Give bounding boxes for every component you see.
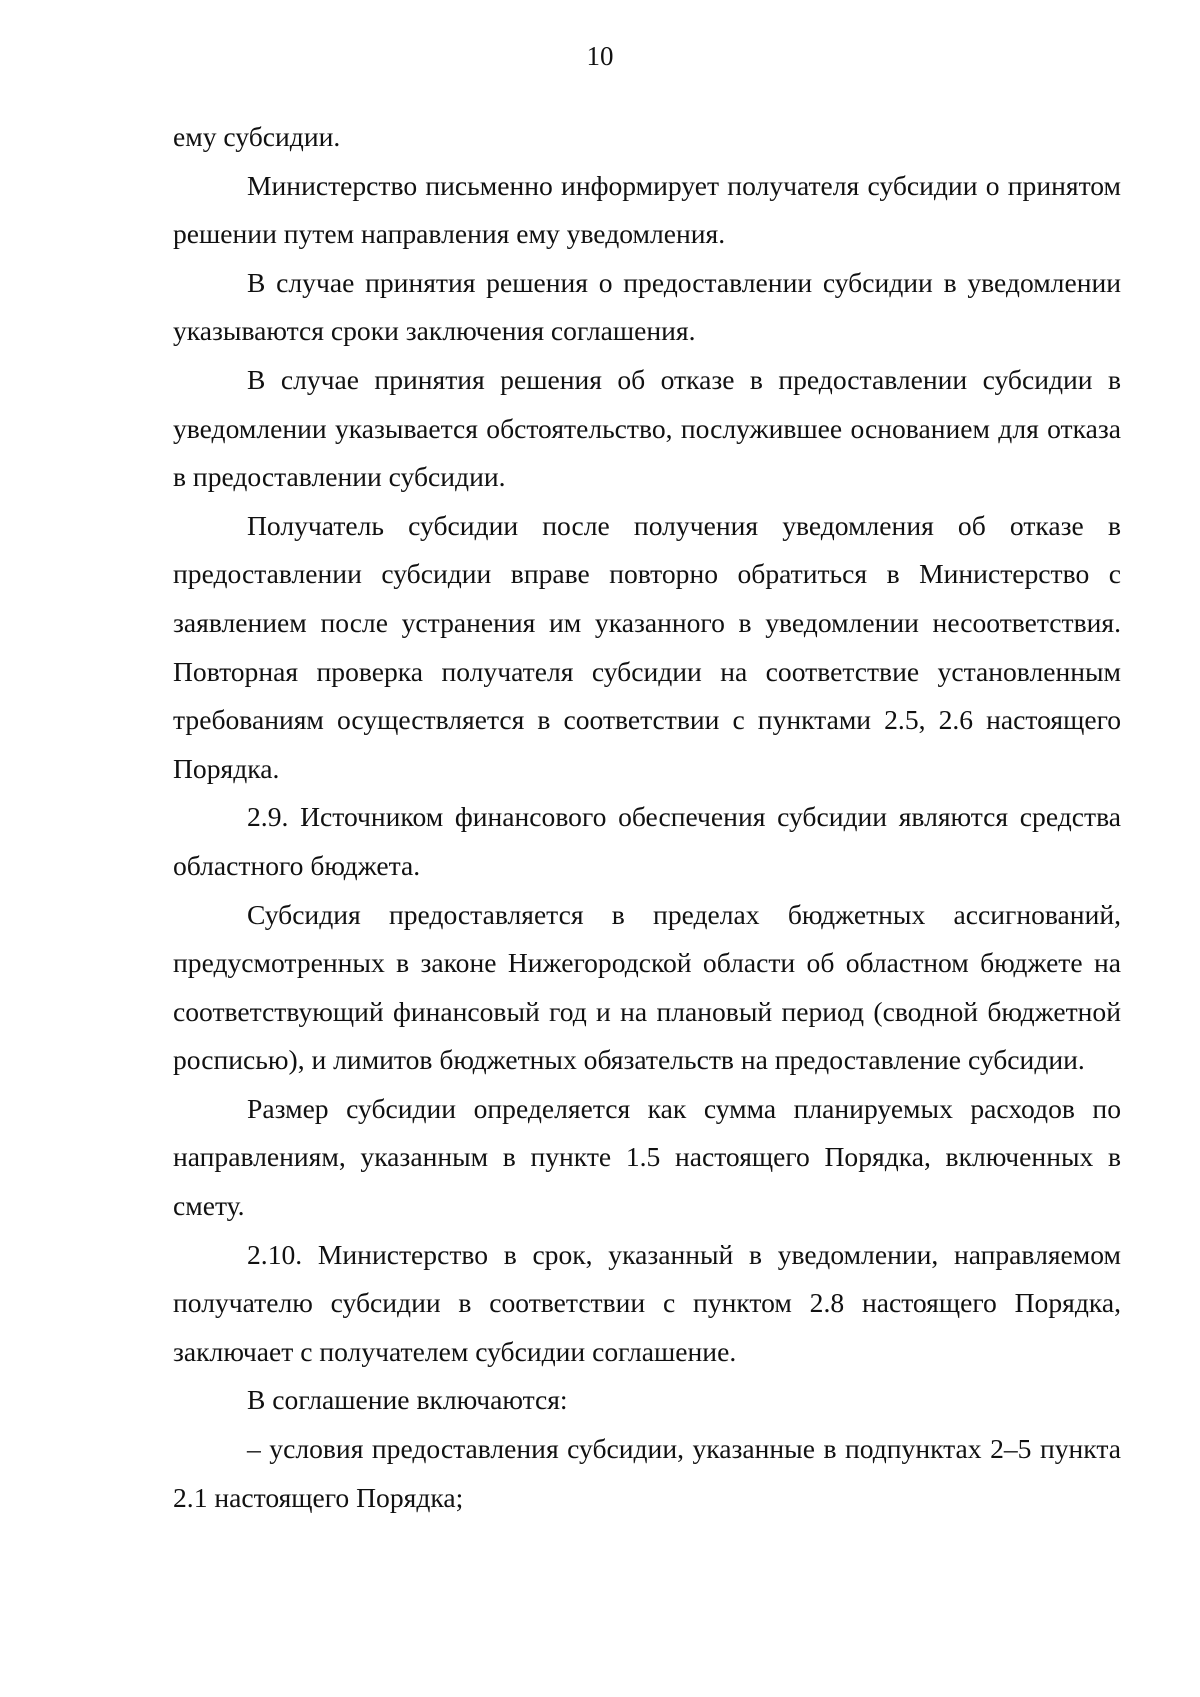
paragraph-2-9-funding-source: 2.9. Источником финансового обеспечения субсидии являются средства областного бюджета. xyxy=(173,801,1121,881)
paragraph-ministry-informs: Министерство письменно информирует получателя субсидии о принятом решении путем направления ему уведомления. xyxy=(173,169,1121,250)
paragraph-decision-refused: В случае принятия решения об отказе в предоставлении субсидии в уведомлении указывается обстоятельство, послужившее основанием для отказа в предоставлении субсидии. xyxy=(173,363,1121,493)
paragraph-agreement-contents: В соглашение включаются: xyxy=(247,1384,568,1416)
document-body xyxy=(173,113,1121,1522)
page-number: 10 xyxy=(586,41,614,71)
paragraph-2-10-agreement: 2.10. Министерство в срок, указанный в уведомлении, направляемом получателю субсидии в соответствии с пунктом 2.8 настоящего Порядка, заключает с получателем субсидии соглашение. xyxy=(173,1238,1121,1367)
paragraph-subsidy-amount: Размер субсидии определяется как сумма планируемых расходов по направлениям, указанным в пункте 1.5 настоящего Порядка, включенных в смету. xyxy=(173,1092,1121,1222)
paragraph-reapplication: Получатель субсидии после получения уведомления об отказе в предоставлении субсидии вправе повторно обратиться в Министерство с заявлением после устранения им указанного в уведомлении несоответствия. Повторная проверка получателя субсидии на соответствие установленным требованиям осуществляется в соответствии с пунктами 2.5, 2.6 настоящего Порядка. xyxy=(173,509,1121,784)
paragraph-budget-limits: Субсидия предоставляется в пределах бюджетных ассигнований, предусмотренных в законе Нижегородской области об областном бюджете на соответствующий финансовый год и на плановый период (сводной бюджетной росписью), и лимитов бюджетных обязательств на предоставление субсидии. xyxy=(173,898,1121,1076)
paragraph-decision-granted: В случае принятия решения о предоставлении субсидии в уведомлении указываются сроки заключения соглашения. xyxy=(173,266,1121,347)
list-item-conditions: – условия предоставления субсидии, указанные в подпунктах 2–5 пункта 2.1 настоящего Порядка; xyxy=(173,1433,1121,1513)
paragraph-continuation: ему субсидии. xyxy=(173,121,341,152)
